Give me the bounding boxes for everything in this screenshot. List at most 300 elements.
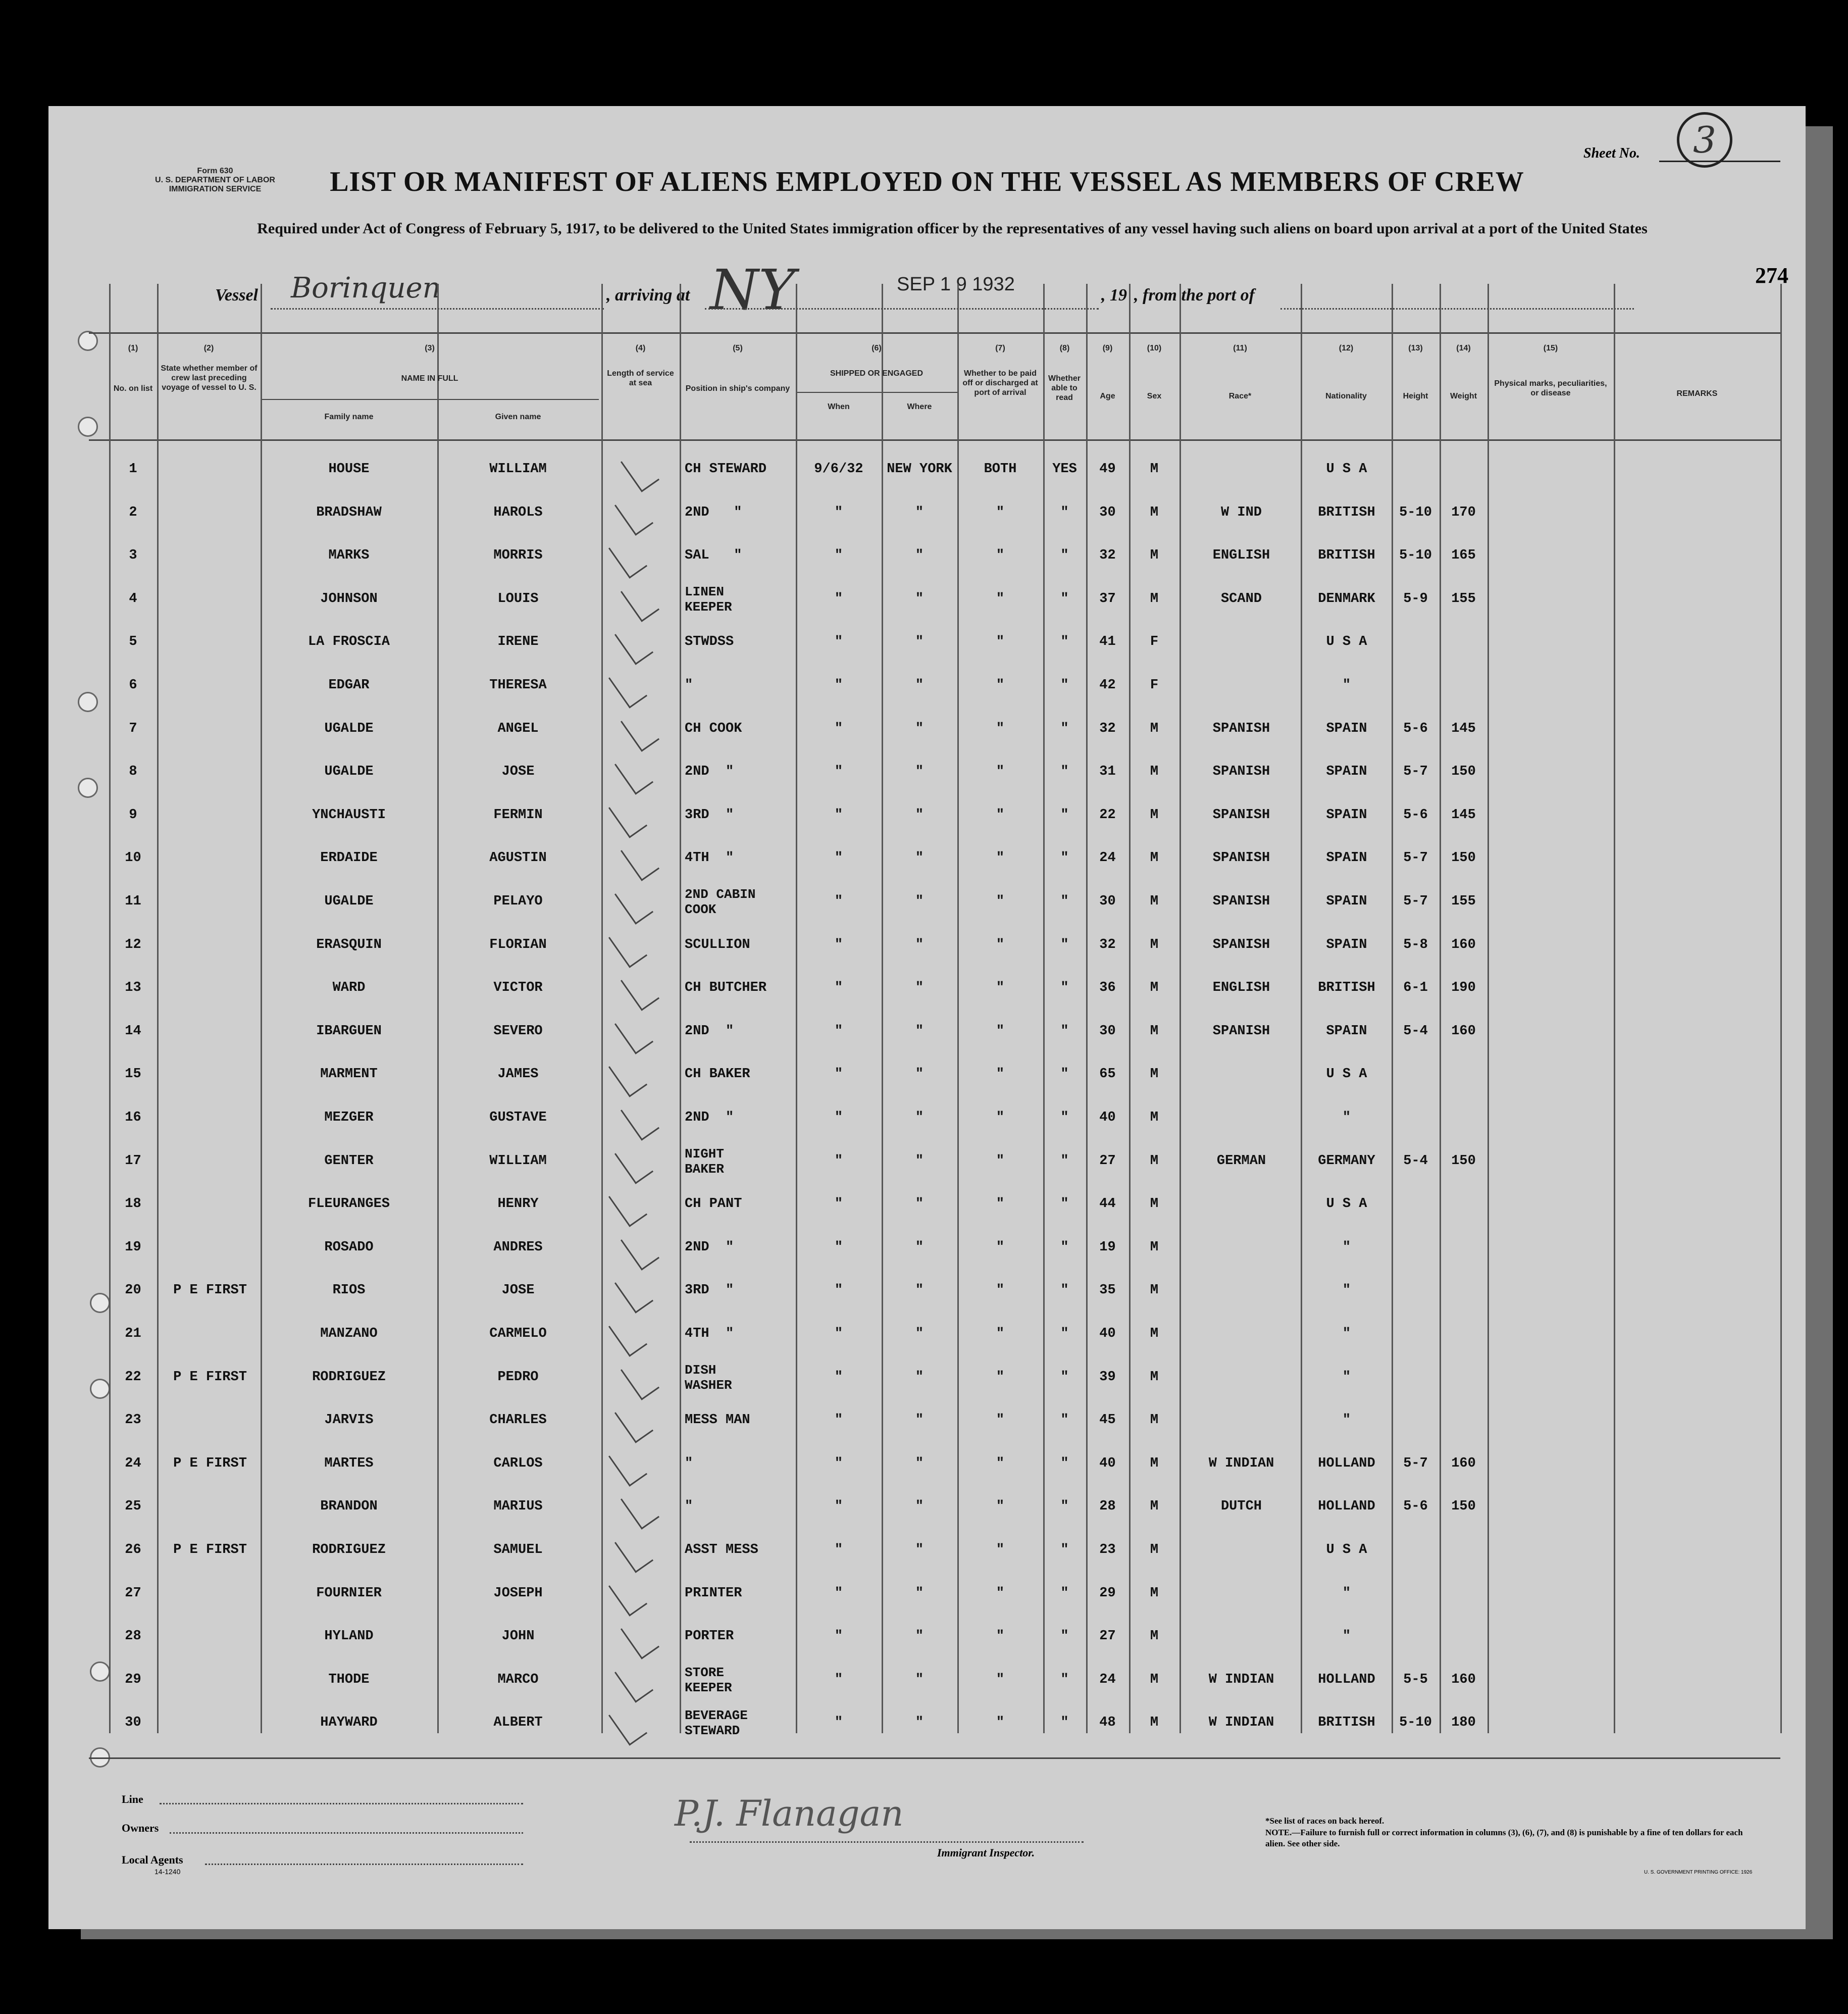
cell-where: " (915, 634, 924, 650)
cell-position: MESS MAN (685, 1413, 750, 1428)
header-position: Position in ship's company (685, 384, 790, 393)
cell-weight: 155 (1451, 894, 1476, 909)
header-nationality: Nationality (1325, 392, 1367, 400)
cell-when: " (834, 1110, 843, 1125)
owners-field (170, 1832, 523, 1834)
cell-weight: 160 (1451, 1023, 1476, 1039)
cell-given: JOHN (501, 1629, 535, 1644)
cell-age: 30 (1099, 894, 1116, 909)
cell-when: " (834, 1369, 843, 1385)
cell-sex: M (1150, 1326, 1159, 1341)
cell-family: UGALDE (324, 764, 374, 780)
name-subheader-rule (261, 399, 599, 400)
page-number: 274 (1755, 263, 1788, 288)
check-mark-icon (614, 752, 653, 794)
col-number: (10) (1147, 344, 1162, 353)
check-mark-icon (621, 968, 659, 1011)
cell-when: " (834, 1542, 843, 1557)
col-number: (12) (1339, 344, 1354, 353)
cell-age: 22 (1099, 807, 1116, 823)
cell-height: 5-10 (1399, 1715, 1432, 1731)
cell-sex: M (1150, 462, 1159, 477)
cell-read: " (1060, 937, 1069, 952)
cell-position: 3RD " (685, 1283, 734, 1298)
cell-read: " (1060, 1455, 1069, 1471)
cell-where: " (915, 764, 924, 780)
cell-given: WILLIAM (489, 462, 547, 477)
arriving-label: , arriving at (606, 286, 690, 305)
cell-age: 40 (1099, 1455, 1116, 1471)
cell-where: " (915, 1023, 924, 1039)
header-given-name: Given name (495, 413, 541, 421)
cell-age: 39 (1099, 1369, 1116, 1385)
check-mark-icon (608, 1444, 647, 1486)
cell-given: SAMUEL (493, 1542, 543, 1557)
table-row (48, 800, 1806, 841)
cell-given: SEVERO (493, 1023, 543, 1039)
cell-nationality: SPAIN (1326, 721, 1367, 736)
cell-where: " (915, 1067, 924, 1082)
cell-nationality: " (1342, 1110, 1351, 1125)
cell-paid: " (996, 1153, 1005, 1169)
col-number: (2) (203, 344, 214, 353)
header-when: When (828, 402, 850, 411)
check-mark-icon (614, 1012, 653, 1054)
col-number: (4) (635, 344, 646, 353)
cell-sex: M (1150, 1455, 1159, 1471)
cell-weight: 145 (1451, 721, 1476, 736)
cell-given: PEDRO (497, 1369, 539, 1385)
header-previous-voyage: State whether member of crew last preceding voyage of vessel to U. S. (161, 364, 258, 392)
cell-nationality: " (1342, 1585, 1351, 1601)
cell-race: SCAND (1220, 591, 1262, 607)
cell-read: " (1060, 721, 1069, 736)
header-family-name: Family name (324, 413, 374, 421)
cell-where: " (915, 1672, 924, 1687)
cell-nationality: HOLLAND (1318, 1455, 1375, 1471)
cell-sex: M (1150, 1196, 1159, 1212)
cell-given: LOUIS (497, 591, 539, 607)
cell-when: " (834, 1067, 843, 1082)
cell-height: 5-8 (1403, 937, 1428, 952)
cell-nationality: " (1342, 678, 1351, 693)
cell-no: 11 (125, 894, 141, 909)
cell-sex: M (1150, 548, 1159, 564)
cell-weight: 150 (1451, 764, 1476, 780)
cell-read: " (1060, 1067, 1069, 1082)
cell-family: RIOS (332, 1283, 366, 1298)
check-mark-icon (608, 1703, 647, 1746)
cell-nationality: U S A (1326, 1542, 1367, 1557)
check-mark-icon (621, 1098, 659, 1140)
cell-paid: " (996, 937, 1005, 952)
cell-race: SPANISH (1212, 937, 1270, 952)
table-row (48, 584, 1806, 625)
cell-family: WARD (332, 980, 366, 996)
cell-given: PELAYO (493, 894, 543, 909)
cell-nationality: HOLLAND (1318, 1672, 1375, 1687)
cell-age: 48 (1099, 1715, 1116, 1731)
cell-paid: " (996, 1629, 1005, 1644)
from-port-label: , from the port of (1134, 286, 1255, 305)
cell-height: 6-1 (1403, 980, 1428, 996)
fine-note: NOTE.—Failure to furnish full or correct information in columns (3), (6), (7), and (8) is punishable by a fine of ten dollars for each alien. See other side. (1265, 1828, 1743, 1848)
cell-family: LA FROSCIA (307, 634, 390, 650)
cell-age: 30 (1099, 1023, 1116, 1039)
cell-read: " (1060, 1499, 1069, 1515)
cell-nationality: SPAIN (1326, 937, 1367, 952)
table-row (48, 1708, 1806, 1748)
cell-given: CHARLES (489, 1413, 547, 1428)
cell-no: 1 (129, 462, 137, 477)
cell-height: 5-10 (1399, 548, 1432, 564)
cell-when: " (834, 1499, 843, 1515)
cell-paid: " (996, 1715, 1005, 1731)
cell-paid: " (996, 1413, 1005, 1428)
cell-sex: M (1150, 1413, 1159, 1428)
sheet-number: 3 (1677, 112, 1732, 168)
col-number: (1) (128, 344, 138, 353)
cell-read: " (1060, 850, 1069, 866)
cell-position: 2ND CABIN COOK (685, 887, 756, 917)
cell-weight: 165 (1451, 548, 1476, 564)
cell-no: 15 (125, 1067, 141, 1082)
cell-paid: " (996, 1326, 1005, 1341)
cell-race: W INDIAN (1208, 1455, 1274, 1471)
cell-nationality: U S A (1326, 634, 1367, 650)
header-remarks: REMARKS (1676, 389, 1718, 398)
printing-office: U. S. GOVERNMENT PRINTING OFFICE: 1926 (1644, 1870, 1753, 1875)
cell-paid: " (996, 721, 1005, 736)
cell-where: " (915, 1153, 924, 1169)
table-row (48, 930, 1806, 971)
page-subtitle: Required under Act of Congress of February 5, 1917, to be delivered to the United States immigration officer by the representatives of any vessel having such aliens on board upon arrival at a port of the United States (257, 220, 1648, 237)
date-line (871, 308, 1099, 310)
cell-where: " (915, 1715, 924, 1731)
check-mark-icon (608, 666, 647, 708)
col-number: (9) (1102, 344, 1113, 353)
cell-where: " (915, 1110, 924, 1125)
cell-age: 31 (1099, 764, 1116, 780)
cell-sex: M (1150, 1369, 1159, 1385)
cell-nationality: " (1342, 1239, 1351, 1255)
cell-paid: " (996, 1196, 1005, 1212)
table-row (48, 1017, 1806, 1057)
page-title: LIST OR MANIFEST OF ALIENS EMPLOYED ON THE VESSEL AS MEMBERS OF CREW (330, 166, 1524, 197)
cell-paid: " (996, 505, 1005, 520)
cell-no: 26 (125, 1542, 141, 1557)
cell-sex: M (1150, 980, 1159, 996)
cell-weight: 160 (1451, 937, 1476, 952)
cell-position: STORE KEEPER (685, 1665, 732, 1695)
check-mark-icon (614, 882, 653, 924)
cell-age: 28 (1099, 1499, 1116, 1515)
cell-read: " (1060, 1585, 1069, 1601)
table-row (48, 1233, 1806, 1273)
cell-sex: M (1150, 1023, 1159, 1039)
cell-position: CH COOK (685, 721, 742, 736)
check-mark-icon (608, 1055, 647, 1097)
cell-family: MARKS (328, 548, 370, 564)
check-mark-icon (621, 1357, 659, 1400)
cell-position: " (685, 1455, 693, 1471)
cell-position: PORTER (685, 1629, 734, 1644)
cell-when: " (834, 1715, 843, 1731)
table-row (48, 1535, 1806, 1576)
cell-weight: 170 (1451, 505, 1476, 520)
cell-family: MEZGER (324, 1110, 374, 1125)
cell-race: W INDIAN (1208, 1672, 1274, 1687)
cell-nationality: SPAIN (1326, 764, 1367, 780)
cell-no: 13 (125, 980, 141, 996)
arriving-port: NY (710, 258, 795, 322)
punch-hole (78, 331, 98, 351)
check-mark-icon (621, 579, 659, 622)
check-mark-icon (614, 1530, 653, 1573)
cell-given: JOSE (501, 1283, 535, 1298)
cell-position: SCULLION (685, 937, 750, 952)
local-agents-label: Local Agents (122, 1853, 183, 1866)
cell-sex: M (1150, 1283, 1159, 1298)
line-field (160, 1803, 523, 1804)
cell-where: " (915, 1585, 924, 1601)
check-mark-icon (614, 1400, 653, 1443)
cell-family: RODRIGUEZ (312, 1369, 386, 1385)
cell-position: STWDSS (685, 634, 734, 650)
cell-weight: 150 (1451, 850, 1476, 866)
cell-weight: 145 (1451, 807, 1476, 823)
check-mark-icon (608, 1184, 647, 1227)
cell-paid: " (996, 1023, 1005, 1039)
table-row (48, 455, 1806, 495)
cell-weight: 160 (1451, 1672, 1476, 1687)
cell-age: 32 (1099, 937, 1116, 952)
cell-where: " (915, 548, 924, 564)
check-mark-icon (621, 1487, 659, 1530)
col-number: (6) (871, 344, 882, 353)
cell-age: 65 (1099, 1067, 1116, 1082)
shipped-subheader-rule (796, 392, 957, 393)
cell-when: " (834, 505, 843, 520)
cell-family: YNCHAUSTI (312, 807, 386, 823)
cell-position: 2ND " (685, 505, 742, 520)
cell-given: WILLIAM (489, 1153, 547, 1169)
vessel-name: Borinquen (291, 272, 441, 305)
cell-nationality: " (1342, 1629, 1351, 1644)
cell-where: " (915, 980, 924, 996)
cell-position: BEVERAGE STEWARD (685, 1708, 748, 1739)
check-mark-icon (614, 623, 653, 665)
cell-no: 23 (125, 1413, 141, 1428)
check-mark-icon (614, 1660, 653, 1702)
cell-nationality: SPAIN (1326, 807, 1367, 823)
cell-position: " (685, 1499, 693, 1515)
cell-sex: M (1150, 1585, 1159, 1601)
check-mark-icon (621, 1228, 659, 1270)
cell-family: MARMENT (320, 1067, 378, 1082)
cell-where: NEW YORK (887, 462, 952, 477)
cell-where: " (915, 1326, 924, 1341)
cell-when: " (834, 764, 843, 780)
cell-paid: BOTH (984, 462, 1017, 477)
cell-no: 24 (125, 1455, 141, 1471)
check-mark-icon (614, 493, 653, 535)
cell-position: NIGHT BAKER (685, 1146, 725, 1177)
cell-age: 24 (1099, 850, 1116, 866)
cell-age: 24 (1099, 1672, 1116, 1687)
header-where: Where (907, 402, 932, 411)
cell-no: 28 (125, 1629, 141, 1644)
header-bottom-rule (89, 439, 1780, 441)
table-row (48, 1449, 1806, 1489)
cell-no: 29 (125, 1672, 141, 1687)
cell-paid: " (996, 1067, 1005, 1082)
cell-read: " (1060, 678, 1069, 693)
cell-paid: " (996, 1672, 1005, 1687)
cell-given: CARMELO (489, 1326, 547, 1341)
col-number: (11) (1233, 344, 1247, 353)
cell-race: SPANISH (1212, 1023, 1270, 1039)
cell-read: " (1060, 1239, 1069, 1255)
cell-family: FLEURANGES (307, 1196, 390, 1212)
cell-weight: 180 (1451, 1715, 1476, 1731)
cell-given: MARIUS (493, 1499, 543, 1515)
cell-given: JOSE (501, 764, 535, 780)
cell-sex: M (1150, 937, 1159, 952)
owners-label: Owners (122, 1822, 159, 1834)
cell-age: 42 (1099, 678, 1116, 693)
cell-read: " (1060, 1542, 1069, 1557)
department-name: U. S. DEPARTMENT OF LABOR (155, 176, 275, 184)
manifest-sheet (48, 106, 1806, 1929)
cell-when: " (834, 1196, 843, 1212)
cell-given: HENRY (497, 1196, 539, 1212)
cell-when: " (834, 1672, 843, 1687)
cell-height: 5-4 (1403, 1023, 1428, 1039)
cell-age: 45 (1099, 1413, 1116, 1428)
cell-paid: " (996, 591, 1005, 607)
cell-nationality: SPAIN (1326, 1023, 1367, 1039)
cell-position: CH PANT (685, 1196, 742, 1212)
cell-race: SPANISH (1212, 721, 1270, 736)
cell-where: " (915, 1369, 924, 1385)
cell-where: " (915, 850, 924, 866)
cell-read: " (1060, 1715, 1069, 1731)
table-row (48, 541, 1806, 581)
cell-given: MORRIS (493, 548, 543, 564)
cell-read: " (1060, 1110, 1069, 1125)
cell-family: GENTER (324, 1153, 374, 1169)
punch-hole (78, 417, 98, 437)
cell-family: EDGAR (328, 678, 370, 693)
cell-weight: 150 (1451, 1499, 1476, 1515)
inspector-signature: P.J. Flanagan (675, 1793, 904, 1834)
cell-sex: M (1150, 505, 1159, 520)
cell-position: CH BUTCHER (685, 980, 767, 996)
cell-when: " (834, 548, 843, 564)
cell-age: 30 (1099, 505, 1116, 520)
cell-read: " (1060, 1629, 1069, 1644)
cell-height: 5-10 (1399, 505, 1432, 520)
cell-paid: " (996, 764, 1005, 780)
cell-sex: M (1150, 1672, 1159, 1687)
cell-race: SPANISH (1212, 850, 1270, 866)
cell-race: SPANISH (1212, 764, 1270, 780)
cell-where: " (915, 591, 924, 607)
col-number: (5) (733, 344, 743, 353)
table-row (48, 887, 1806, 927)
cell-sex: M (1150, 1629, 1159, 1644)
col-number: (14) (1456, 344, 1471, 353)
check-mark-icon (608, 795, 647, 838)
cell-read: " (1060, 1023, 1069, 1039)
cell-nationality: U S A (1326, 462, 1367, 477)
cell-weight: 190 (1451, 980, 1476, 996)
cell-read: " (1060, 634, 1069, 650)
cell-family: HAYWARD (320, 1715, 378, 1731)
check-mark-icon (608, 925, 647, 968)
cell-read: " (1060, 1196, 1069, 1212)
check-mark-icon (608, 536, 647, 578)
cell-given: GUSTAVE (489, 1110, 547, 1125)
sheet-number-line (1659, 161, 1780, 162)
cell-where: " (915, 505, 924, 520)
cell-no: 3 (129, 548, 137, 564)
cell-paid: " (996, 1455, 1005, 1471)
cell-age: 40 (1099, 1326, 1116, 1341)
local-agents-field (205, 1864, 523, 1865)
cell-age: 44 (1099, 1196, 1116, 1212)
cell-position: 2ND " (685, 1023, 734, 1039)
cell-where: " (915, 721, 924, 736)
cell-sex: F (1150, 634, 1159, 650)
table-bottom-rule (89, 1757, 1780, 1759)
cell-nationality: GERMANY (1318, 1153, 1375, 1169)
cell-where: " (915, 894, 924, 909)
inspector-label: Immigrant Inspector. (937, 1846, 1035, 1859)
cell-paid: " (996, 548, 1005, 564)
col-number: (13) (1408, 344, 1423, 353)
cell-when: " (834, 678, 843, 693)
cell-where: " (915, 1413, 924, 1428)
cell-when: " (834, 1455, 843, 1471)
header-shipped-or-engaged: SHIPPED OR ENGAGED (830, 369, 923, 378)
cell-age: 32 (1099, 721, 1116, 736)
cell-paid: " (996, 1499, 1005, 1515)
cell-sex: M (1150, 1499, 1159, 1515)
cell-age: 41 (1099, 634, 1116, 650)
cell-nationality: " (1342, 1413, 1351, 1428)
cell-nationality: SPAIN (1326, 894, 1367, 909)
cell-where: " (915, 1542, 924, 1557)
cell-race: SPANISH (1212, 807, 1270, 823)
form-number: Form 630 (197, 167, 233, 175)
table-row (48, 1276, 1806, 1316)
check-mark-icon (614, 1141, 653, 1184)
cell-given: ANDRES (493, 1239, 543, 1255)
cell-no: 12 (125, 937, 141, 952)
cell-where: " (915, 1499, 924, 1515)
check-mark-icon (608, 1314, 647, 1356)
cell-given: FERMIN (493, 807, 543, 823)
cell-paid: " (996, 850, 1005, 866)
cell-age: 49 (1099, 462, 1116, 477)
cell-race: SPANISH (1212, 894, 1270, 909)
check-mark-icon (621, 449, 659, 492)
cell-height: 5-9 (1403, 591, 1428, 607)
header-no-on-list: No. on list (113, 384, 153, 393)
line-label: Line (122, 1793, 143, 1805)
